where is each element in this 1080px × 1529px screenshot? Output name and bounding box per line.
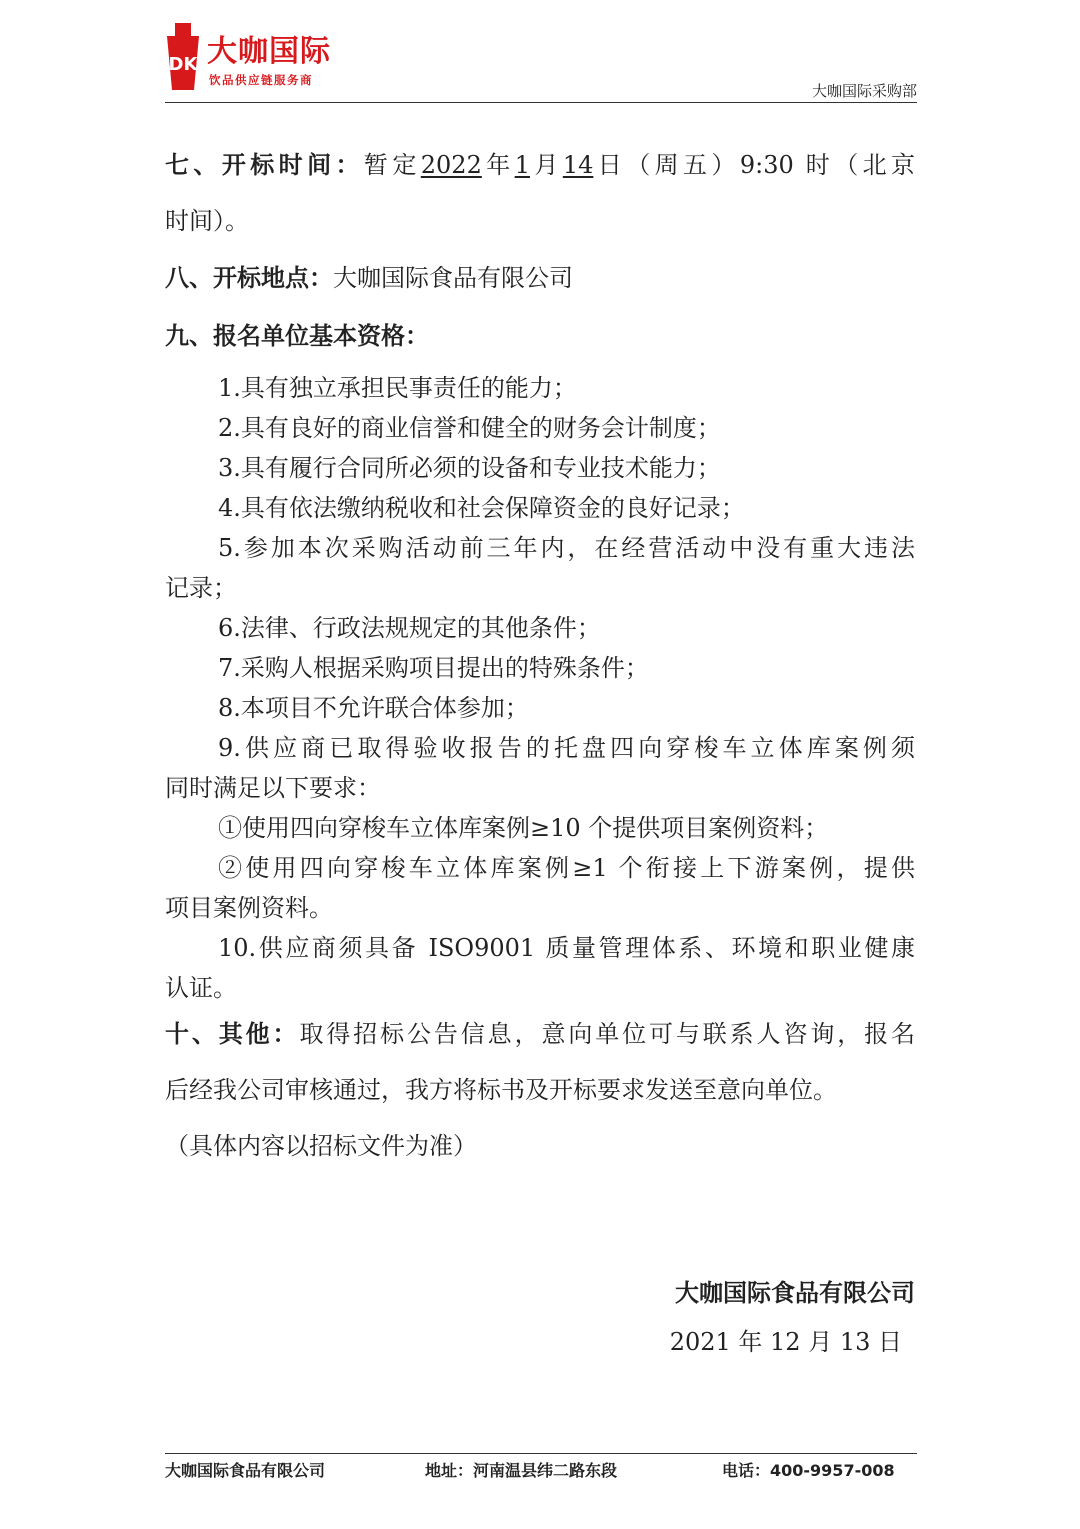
section-7-year: 2022 xyxy=(420,151,482,179)
logo-name: 大咖国际 xyxy=(207,34,331,69)
section-10-note: （具体内容以招标文件为准） xyxy=(165,1132,477,1160)
qualification-subitem: ①使用四向穿梭车立体库案例≥10 个提供项目案例资料； xyxy=(218,814,829,842)
qualification-item: 5.参加本次采购活动前三年内，在经营活动中没有重大违法 xyxy=(218,534,915,562)
qualification-item: 6.法律、行政法规规定的其他条件； xyxy=(218,614,601,642)
header-divider xyxy=(165,102,917,103)
qualification-item-continuation: 认证。 xyxy=(165,974,237,1002)
footer-divider xyxy=(165,1453,917,1454)
logo-tagline: 饮品供应链服务商 xyxy=(209,73,313,87)
signature-company: 大咖国际食品有限公司 xyxy=(675,1278,915,1307)
qualification-item: 4.具有依法缴纳税收和社会保障资金的良好记录； xyxy=(218,494,745,522)
footer-address: 地址：河南温县纬二路东段 xyxy=(425,1461,618,1480)
qualification-subitem: ②使用四向穿梭车立体库案例≥1 个衔接上下游案例，提供 xyxy=(218,854,915,882)
signature-date: 2021 年 12 月 13 日 xyxy=(669,1328,902,1356)
section-10-text-1: 取得招标公告信息，意向单位可与联系人咨询，报名 xyxy=(299,1020,916,1048)
section-9-label: 九、报名单位基本资格： xyxy=(165,321,429,350)
qualification-item-continuation: 同时满足以下要求： xyxy=(165,774,381,802)
header-department: 大咖国际采购部 xyxy=(811,82,917,100)
qualification-item: 8.本项目不允许联合体参加； xyxy=(218,694,529,722)
section-7-day: 14 xyxy=(562,151,594,179)
section-7-text-3: 月 xyxy=(529,151,563,179)
section-7-text-4: 日（周五）9:30 时（北京 xyxy=(593,151,916,179)
qualification-item: 7.采购人根据采购项目提出的特殊条件； xyxy=(218,654,649,682)
logo-letters: DK xyxy=(168,54,198,75)
qualification-item: 2.具有良好的商业信誉和健全的财务会计制度； xyxy=(218,414,721,442)
section-7-line xyxy=(165,145,915,180)
section-7-text-1: 暂定 xyxy=(363,151,421,179)
section-8-line xyxy=(165,258,573,293)
section-7-label: 七、开标时间： xyxy=(165,150,364,179)
company-logo xyxy=(165,22,365,94)
section-10-line xyxy=(165,1014,915,1049)
qualification-item: 9.供应商已取得验收报告的托盘四向穿梭车立体库案例须 xyxy=(218,734,915,762)
section-10-label: 十、其他： xyxy=(165,1019,300,1048)
qualification-subitem-continuation: 项目案例资料。 xyxy=(165,894,333,922)
qualification-item: 1.具有独立承担民事责任的能力； xyxy=(218,374,577,402)
section-8-text: 大咖国际食品有限公司 xyxy=(333,264,573,292)
section-8-label: 八、开标地点： xyxy=(165,263,333,292)
section-10-text-2: 后经我公司审核通过，我方将标书及开标要求发送至意向单位。 xyxy=(165,1076,837,1104)
section-7-continuation: 时间）。 xyxy=(165,207,249,235)
dk-cup-logo-icon xyxy=(165,22,201,92)
qualification-item: 3.具有履行合同所必须的设备和专业技术能力； xyxy=(218,454,721,482)
footer-phone: 电话：400-9957-008 xyxy=(722,1461,895,1480)
section-7-text-2: 年 xyxy=(481,151,515,179)
qualification-item: 10.供应商须具备 ISO9001 质量管理体系、环境和职业健康 xyxy=(218,934,915,962)
section-7-month: 1 xyxy=(514,151,530,179)
qualification-item-continuation: 记录； xyxy=(165,574,237,602)
footer-company: 大咖国际食品有限公司 xyxy=(165,1461,326,1480)
